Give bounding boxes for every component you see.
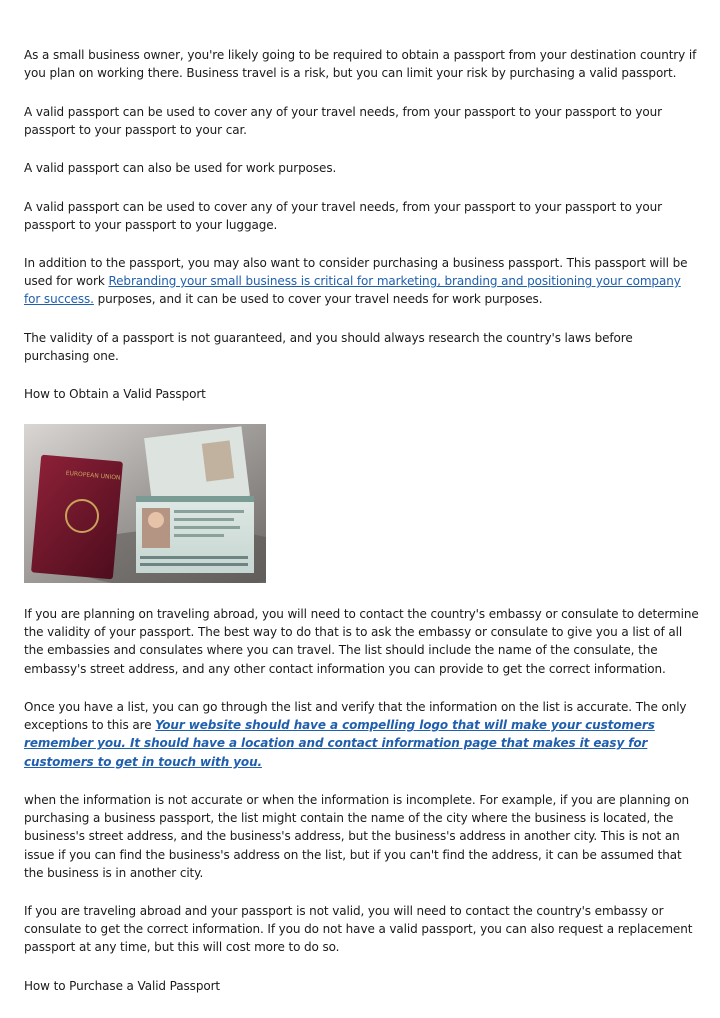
paragraph-travel-needs-car: A valid passport can be used to cover any of your travel needs, from your passport to your passport to your passport to your passport to your car. xyxy=(24,105,663,138)
paragraph-travel-needs-luggage: A valid passport can be used to cover any of your travel needs, from your passport to your passport to your passport to your passport to your luggage. xyxy=(24,200,663,233)
rebranding-link[interactable]: Rebranding your small business is critical for marketing, branding and positioning your company for success. xyxy=(24,274,681,307)
paragraph-intro: As a small business owner, you're likely going to be required to obtain a passport from your destination country if you plan on working there. Business travel is a risk, but you can limit your risk by purchasing a valid passport. xyxy=(24,48,697,81)
paragraph-inaccurate-info: when the information is not accurate or when the information is incomplete. For example, if you are planning on purchasing a business passport, the list might contain the name of the city where the business is located, the business's street address, and the business's address, but the business's address in another city. This is not an issue if you can find the business's address on the list, but if you can't find the address, it can be assumed that the business is in another city. xyxy=(24,793,689,880)
text-segment: In addition to the passport, you may also want to consider purchasing a business passport. This passport will be used for work xyxy=(24,256,688,289)
heading-obtain-passport: How to Obtain a Valid Passport xyxy=(24,387,206,401)
paragraph-contact-embassy: If you are planning on traveling abroad, you will need to contact the country's embassy or consulate to determine the validity of your passport. The best way to do that is to ask the embassy or consulate to give you a list of all the embassies and consulates where you can travel. The list should include the name of the consulate, the embassy's street address, and any other contact information you can provide to get the correct information. xyxy=(24,607,699,676)
passports-photo xyxy=(24,424,266,583)
paragraph-validity: The validity of a passport is not guaranteed, and you should always research the country's laws before purchasing one. xyxy=(24,331,633,364)
website-logo-link[interactable]: Your website should have a compelling logo that will make your customers remember you. It should have a location and contact information page that makes it easy for customers to get in touch with you. xyxy=(24,718,655,769)
heading-purchase-passport: How to Purchase a Valid Passport xyxy=(24,979,221,993)
text-segment: Once you have a list, you can go through the list and verify that the information on the list is accurate. The only exceptions to this are xyxy=(24,700,687,733)
text-segment: purposes, and it can be used to cover your travel needs for work purposes. xyxy=(93,292,543,307)
paragraph-work-purposes: A valid passport can also be used for work purposes. xyxy=(24,161,337,175)
paragraph-business-passport xyxy=(24,254,699,309)
paragraph-not-valid: If you are traveling abroad and your passport is not valid, you will need to contact the country's embassy or consulate to get the correct information. If you do not have a valid passport, you can also request a replacement passport at any time, but this will cost more to do so. xyxy=(24,904,693,955)
paragraph-verify-list xyxy=(24,698,699,771)
svg-text:EUROPEAN UNION: EUROPEAN UNION xyxy=(65,469,121,482)
